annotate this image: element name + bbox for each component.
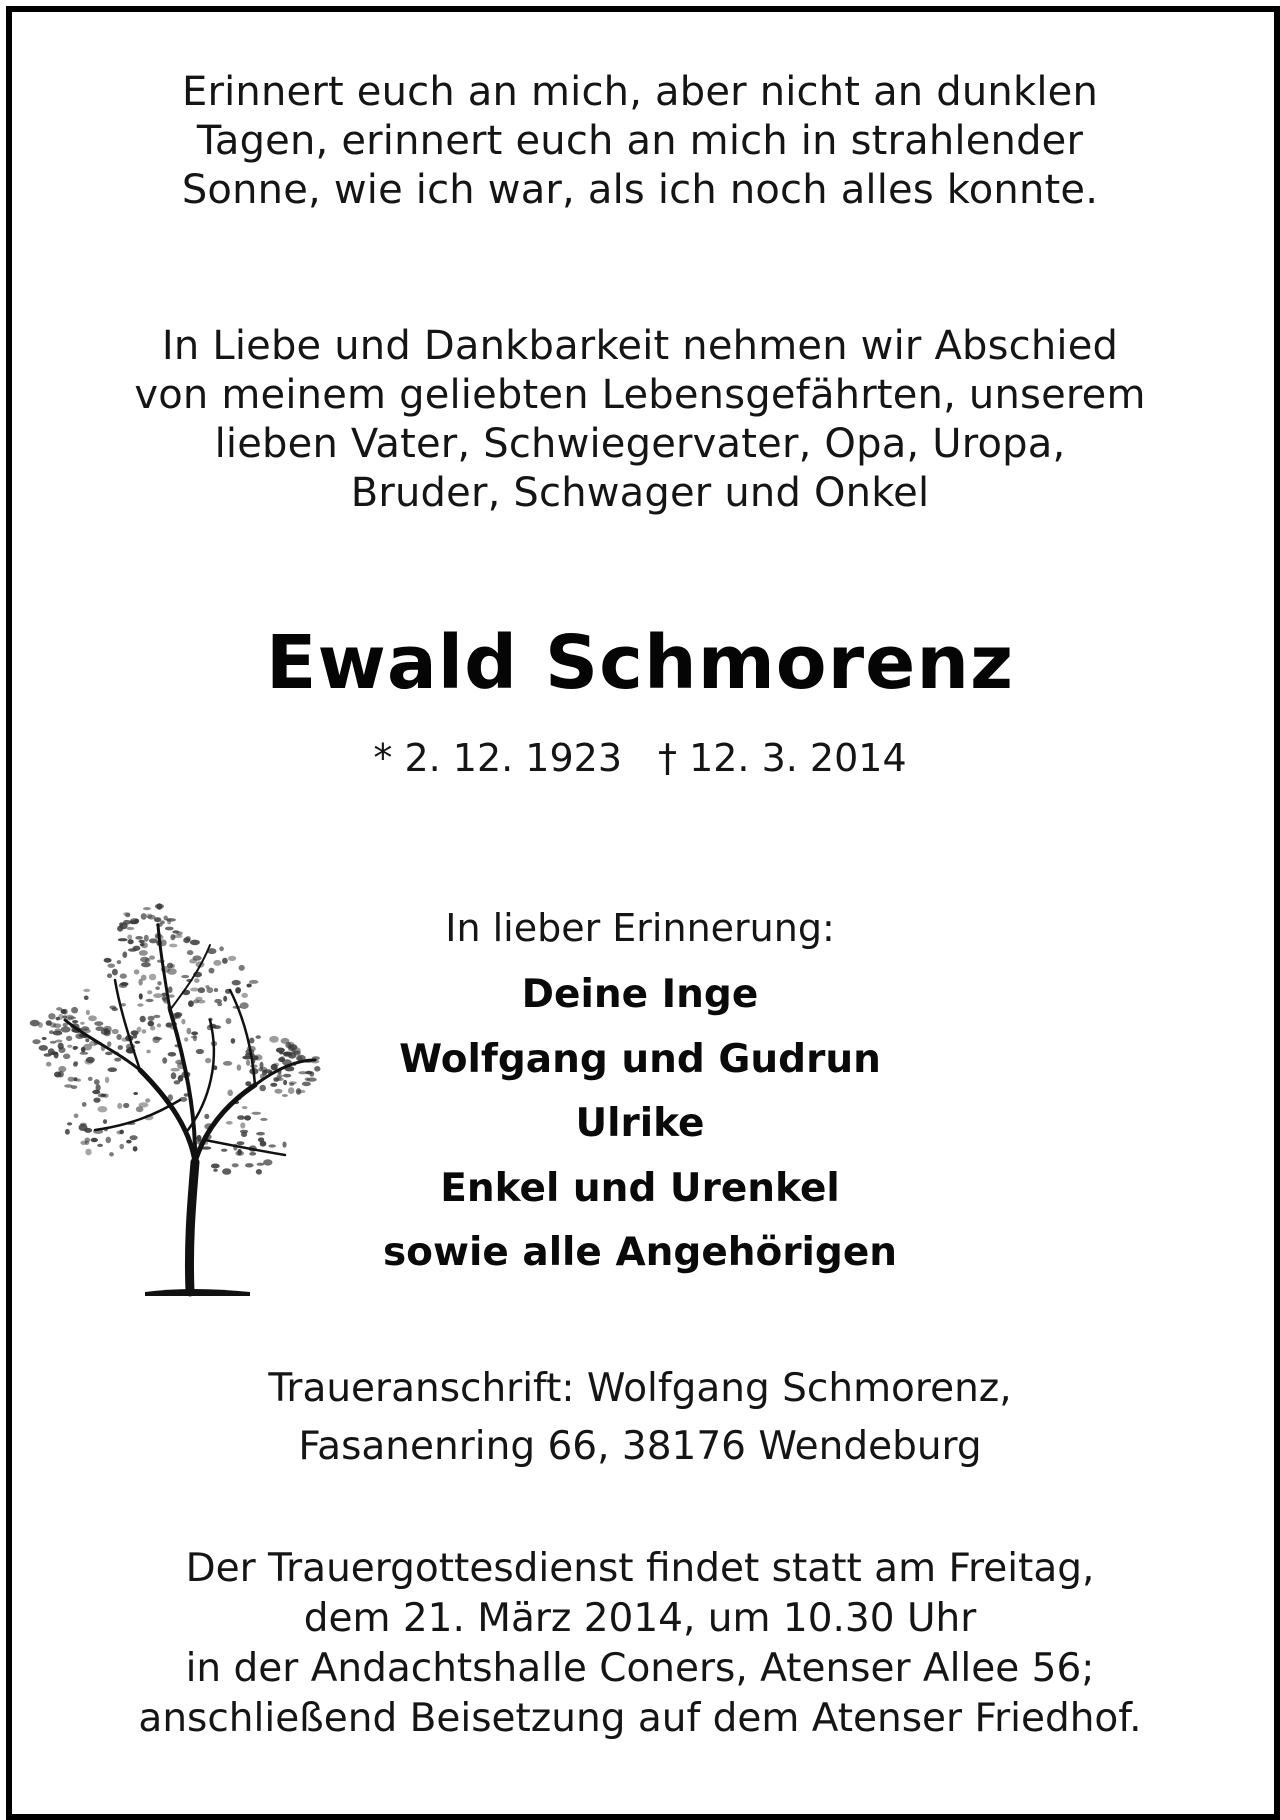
- tree-leaf: [228, 956, 236, 961]
- service-line: dem 21. März 2014, um 10.30 Uhr: [303, 1596, 977, 1641]
- tree-leaf: [122, 951, 127, 958]
- quote-line: Sonne, wie ich war, als ich noch alles konnte.: [181, 167, 1099, 213]
- opening-quote: [0, 68, 1280, 215]
- farewell-line: Bruder, Schwager und Onkel: [350, 470, 930, 516]
- farewell-line: lieben Vater, Schwiegervater, Opa, Uropa,: [214, 421, 1066, 467]
- address-line: Fasanenring 66, 38176 Wendeburg: [298, 1424, 982, 1469]
- funeral-service-info: [0, 1544, 1280, 1744]
- deceased-name: Ewald Schmorenz: [265, 620, 1015, 706]
- birth-date: * 2. 12. 1923: [373, 736, 622, 780]
- quote-line: Erinnert euch an mich, aber nicht an dunklen: [181, 69, 1099, 115]
- service-line: anschließend Beisetzung auf dem Atenser Friedhof.: [138, 1696, 1142, 1741]
- tree-leaf: [104, 958, 112, 963]
- mourner-entry: Deine Inge: [521, 972, 759, 1017]
- service-line: Der Trauergottesdienst findet statt am Freitag,: [185, 1546, 1095, 1591]
- address-line: Traueranschrift: Wolfgang Schmorenz,: [268, 1366, 1012, 1411]
- mourning-address: [0, 1360, 1280, 1476]
- farewell-text: [0, 322, 1280, 518]
- mourner-entry: Ulrike: [575, 1101, 705, 1146]
- death-date: † 12. 3. 2014: [658, 736, 907, 780]
- mourners-list: [0, 963, 1280, 1286]
- tree-leaf: [193, 955, 202, 960]
- mourner-entry: Wolfgang und Gudrun: [399, 1036, 881, 1082]
- service-line: in der Andachtshalle Coners, Atenser Allee 56;: [185, 1646, 1095, 1691]
- life-dates: [0, 734, 1280, 782]
- farewell-line: In Liebe und Dankbarkeit nehmen wir Abschied: [161, 323, 1119, 369]
- quote-line: Tagen, erinnert euch an mich in strahlender: [196, 118, 1084, 164]
- mourner-entry: sowie alle Angehörigen: [382, 1230, 898, 1275]
- mourner-entry: Enkel und Urenkel: [440, 1165, 840, 1211]
- farewell-line: von meinem geliebten Lebensgefährten, unserem: [134, 372, 1146, 418]
- memory-intro: In lieber Erinnerung:: [445, 906, 835, 950]
